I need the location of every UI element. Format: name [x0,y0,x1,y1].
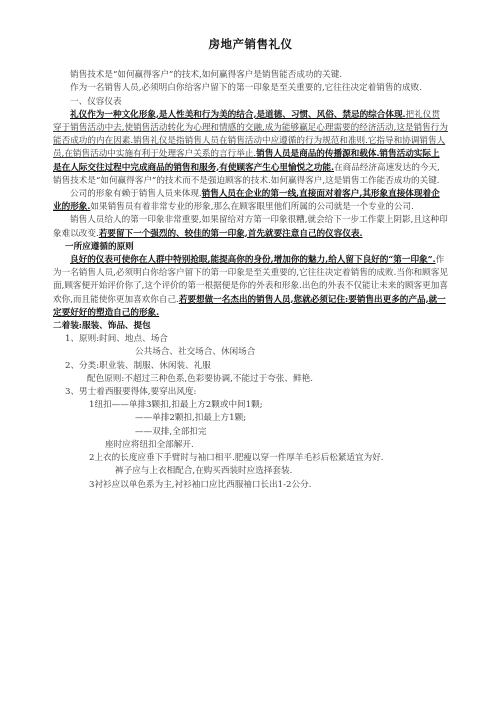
body-text: 作为一名销售人员,必须明白你给客户留下的第一印象是至关重要的,它往往决定着销售的成败.当你和顾客见面,顾客便开始评价你了,这个评价的第一根据便是你的外表和形象.出色的外表不仅能让未来的顾客更加喜欢你,而且能使你更加喜欢你自己. [53,255,448,305]
emphasis-text: 礼仪作为一种文化形象,是人性美和行为美的结合,是道德、习惯、风俗、禁忌的综合体现. [70,109,406,120]
emphasis-text: 若要想做一名杰出的销售人员,您就必须记住:要销售出更多的产品,就一定要好好的塑造自己的形象. [53,294,446,318]
list-item: 2、分类:职业装、制服、休闲装、礼服 [65,360,211,371]
paragraph-intro-2: 作为一名销售人员,必须明白你给客户留下的第一印象是至关重要的,它往往决定着销售的成败. [70,83,422,94]
emphasis-text: 良好的仪表可使你在人群中特别抢眼,能提高你的身份,增加你的魅力,给人留下良好的“第一印象”. [70,255,436,266]
paragraph-company-image [53,188,448,214]
document-page [53,38,448,492]
body-text: 如果销售员有着非常专业的形象,那么在顾客眼里他们所属的公司就是一个专业的公司. [90,202,414,213]
paragraph-principles [53,254,448,320]
paragraph-intro-1: 销售技术是“如何赢得客户”的技术,如何赢得客户是销售能否成功的关键. [70,70,343,81]
section-heading-principles: 一所应遵循的原则 [65,241,134,252]
emphasis-text: 若要留下一个强烈的、较佳的第一印象,首先就要注意自己的仪容仪表. [98,228,363,239]
body-text: 销售人员给人的第一印象非常重要,如果留给对方第一印象很糟,就会给下一步工作蒙上阴影,且这种印象难以改变. [53,215,448,239]
list-item: 裤子应与上衣相配合,在购买西装时应选择套装. [115,466,293,477]
section-heading-dress: 二着装:服装、饰品、提包 [53,321,151,332]
underlined-text: 把礼仪贯穿于销售活动中去,使销售活动转化为心理和情感的交融,成为能够赢足心理需要的经济活动,这是销售行为能否成功的内在因素.销售礼仪是指销售人员在销售活动中应遵循的行为规范和准则.它指导和协调销售人员,在销售活动中实施有利于处理客户关系的言行举止. [53,109,448,160]
paragraph-first-impression [53,214,448,240]
list-item: 2上衣的长度应垂下手臂时与袖口相平.肥瘦以穿一件厚羊毛衫后松紧适宜为好. [89,453,384,464]
body-text: 在商品经济高速发达的今天,销售技术是“如何赢得客户”的技术而不是强迫顾客的技术.如何赢得客户,这是销售工作能否成功的关键. [53,162,440,186]
list-item: 3、男士着西服要得体,要穿出风度: [65,387,197,398]
document-title: 房地产销售礼仪 [208,37,293,51]
list-item: ——双排,全部扣完 [135,426,207,437]
body-text: 公司的形象有赖于销售人员来体现. [70,189,202,200]
list-item: 1纽扣——单排3颗扣,扣最上方2颗或中间1颗; [89,400,263,411]
list-item: 配色原则:不超过三种色系,色彩要协调,不能过于夸张、鲜艳. [87,373,313,384]
paragraph-etiquette [53,109,448,188]
list-item: 座时应将纽扣全部解开. [105,439,194,450]
list-item: 1、原则:时间、地点、场合 [65,334,168,345]
list-item: 公共场合、社交场合、休闲场合 [135,347,256,358]
list-item: ——单排2颗扣,扣最上方1颗; [135,413,247,424]
section-heading-appearance: 一、仪容仪表 [70,96,122,107]
emphasis-text: 销售人员是商品的传播源和载体.销售活动实际上是在人际交往过程中完成商品的销售和服务,有使顾客产生心里愉悦之功能. [53,149,440,173]
list-item: 3衬衫应以单色系为主,衬衫袖口应比西服袖口长出1-2公分. [89,479,312,490]
emphasis-text: 销售人员在企业的第一线,直接面对着客户,其形象直接体现着企业的形象. [53,189,440,213]
